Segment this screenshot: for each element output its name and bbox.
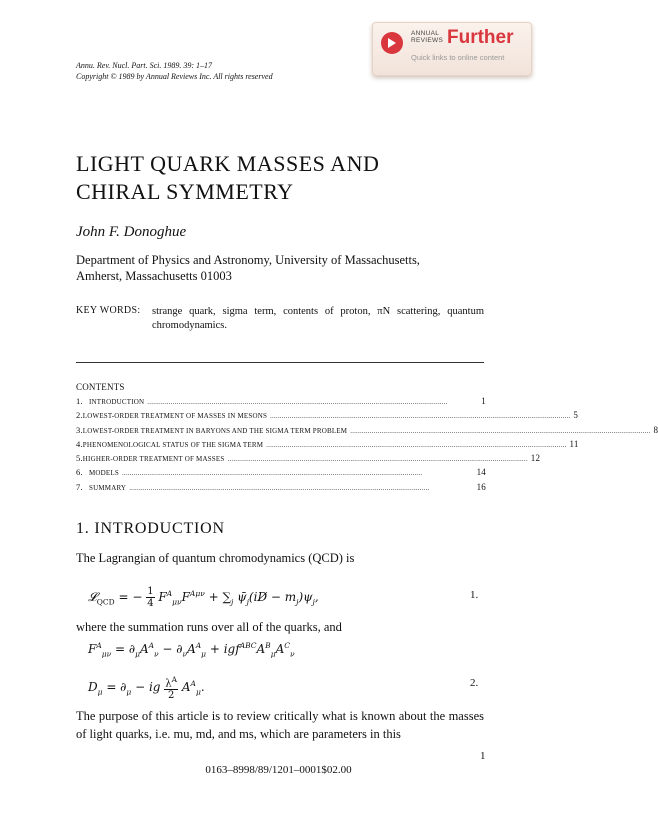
keywords-label: KEY WORDS: [76,305,141,316]
divider-rule [76,362,484,363]
article-author: John F. Donoghue [76,224,187,240]
toc-item[interactable]: 7. SUMMARY .......................................................................................................................................................... 16 [76,481,486,492]
toc-leader: .......................................................................................................................................................... [129,483,430,492]
toc-leader: .......................................................................................................................................................... [270,412,571,421]
contents-heading: CONTENTS [76,382,125,392]
keywords-text: strange quark, sigma term, contents of proton, πN scattering, quantum chromodynamics. [152,306,484,331]
toc-item[interactable]: 2. LOWEST-ORDER TREATMENT OF MASSES IN MESONS .......................................................................................................................................................... 5 [76,410,579,421]
further-subtitle: Quick links to online content [411,53,505,62]
toc-item[interactable]: 5. HIGHER-ORDER TREATMENT OF MASSES .......................................................................................................................................................... 12 [76,453,541,464]
equation-field-strength: $F^A_{\mu\nu} = \partial_\mu A^A_\nu - \partial_\nu A^A_\mu + igf^{ABC}A^B_\mu A^C_\nu$ [88,641,295,659]
toc-leader: .......................................................................................................................................................... [121,469,423,478]
paragraph: where the summation runs over all of the quarks, and [76,620,342,634]
footer-code: 0163–8998/89/1201–0001$02.00 [205,764,352,776]
further-badge[interactable] [372,22,532,76]
author-affiliation: Department of Physics and Astronomy, University of Massachusetts, Amherst, Massachusetts 01003 [76,253,420,283]
toc-item[interactable]: 6. MODELS .......................................................................................................................................................... 14 [76,467,486,478]
journal-citation: Annu. Rev. Nucl. Part. Sci. 1989. 39: 1–17 Copyright © 1989 by Annual Reviews Inc. All rights reserved [76,61,273,81]
play-arrow-icon [381,32,403,54]
toc-leader: .......................................................................................................................................................... [266,440,567,449]
page-number: 1 [480,750,486,762]
paragraph: The purpose of this article is to review critically what is known about the masses of light quarks, i.e. mu, md, and ms, which are parameters in this [76,709,484,741]
toc-leader: .......................................................................................................................................................... [227,455,528,464]
toc-leader: .......................................................................................................................................................... [147,398,448,406]
toc-item[interactable]: 3. LOWEST-ORDER TREATMENT IN BARYONS AND THE SIGMA TERM PROBLEM .......................................................................................................................................................... 8 [76,424,658,435]
annual-reviews-logo: ANNUAL REVIEWS [411,30,444,44]
further-label: Further [447,27,514,48]
equation-covariant-derivative: $D_\mu = \partial_\mu$ − ig $\frac{\lambda^A}{2}$ $A^A_\mu$. [88,675,205,702]
toc-leader: .......................................................................................................................................................... [350,426,651,435]
table-of-contents [76,396,658,496]
equation-lagrangian: 𝓛$_{QCD}$ = − $\frac{1}{4}$ $F^A_{\mu\nu}F^{A\mu\nu} + \sum_j$ $\psī_j(i𝐷̸ - m_j)\psi_j$, [88,586,319,609]
equation-number: 1. [470,589,479,601]
article-title: LIGHT QUARK MASSES AND CHIRAL SYMMETRY [76,151,380,204]
equation-number: 2. [470,677,479,689]
toc-item[interactable]: 1. INTRODUCTION .......................................................................................................................................................... 1 [76,396,486,406]
toc-item[interactable]: 4. PHENOMENOLOGICAL STATUS OF THE SIGMA TERM .......................................................................................................................................................... 11 [76,438,579,449]
paragraph: The Lagrangian of quantum chromodynamics (QCD) is [76,551,355,565]
section-heading: 1. INTRODUCTION [76,520,225,537]
